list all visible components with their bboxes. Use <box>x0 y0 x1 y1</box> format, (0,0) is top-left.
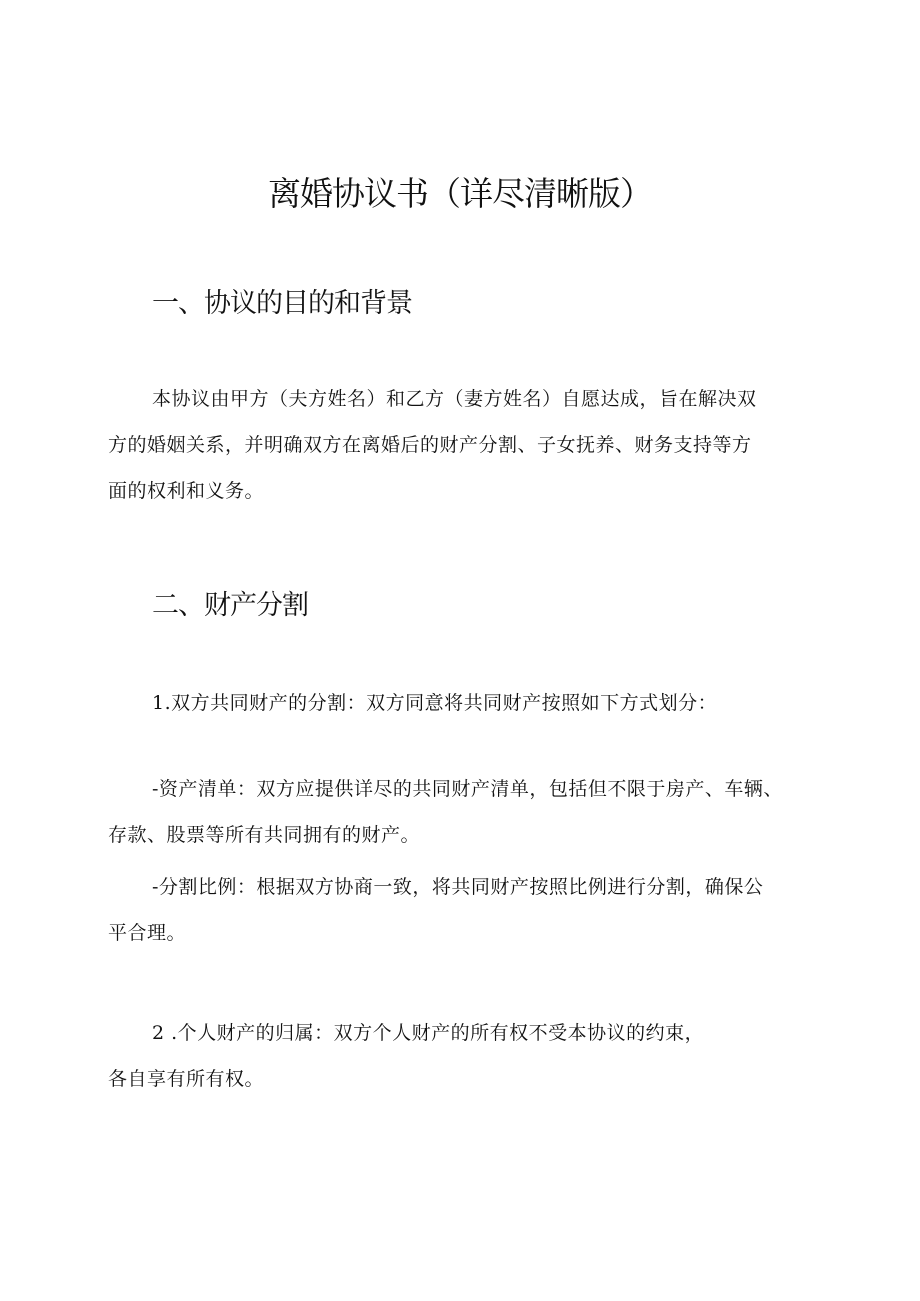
paragraph-line: 面的权利和义务。 <box>108 480 265 502</box>
section-heading-property: 二、财产分割 <box>152 590 308 621</box>
property-item-2 <box>108 1010 828 1102</box>
section-heading-purpose: 一、协议的目的和背景 <box>152 288 412 319</box>
paragraph-line: 1.双方共同财产的分割：双方同意将共同财产按照如下方式划分： <box>152 692 718 714</box>
paragraph-line: 方的婚姻关系，并明确双方在离婚后的财产分割、子女抚养、财务支持等方 <box>108 434 752 456</box>
paragraph-line: 各自享有所有权。 <box>108 1068 265 1090</box>
section-purpose-paragraph <box>108 376 828 514</box>
paragraph-line: 2 .个人财产的归属：双方个人财产的所有权不受本协议的约束， <box>152 1022 705 1044</box>
paragraph-line: -分割比例：根据双方协商一致，将共同财产按照比例进行分割，确保公 <box>152 876 764 898</box>
paragraph-line: 平合理。 <box>108 922 187 944</box>
document-title: 离婚协议书（详尽清晰版） <box>268 174 652 213</box>
paragraph-line: 存款、股票等所有共同拥有的财产。 <box>108 824 421 846</box>
ratio-paragraph <box>108 864 828 956</box>
paragraph-line: -资产清单：双方应提供详尽的共同财产清单，包括但不限于房产、车辆、 <box>152 778 783 800</box>
asset-list-paragraph <box>108 766 828 858</box>
property-item-1 <box>108 680 828 726</box>
paragraph-line: 本协议由甲方（夫方姓名）和乙方（妻方姓名）自愿达成，旨在解决双 <box>152 388 757 410</box>
